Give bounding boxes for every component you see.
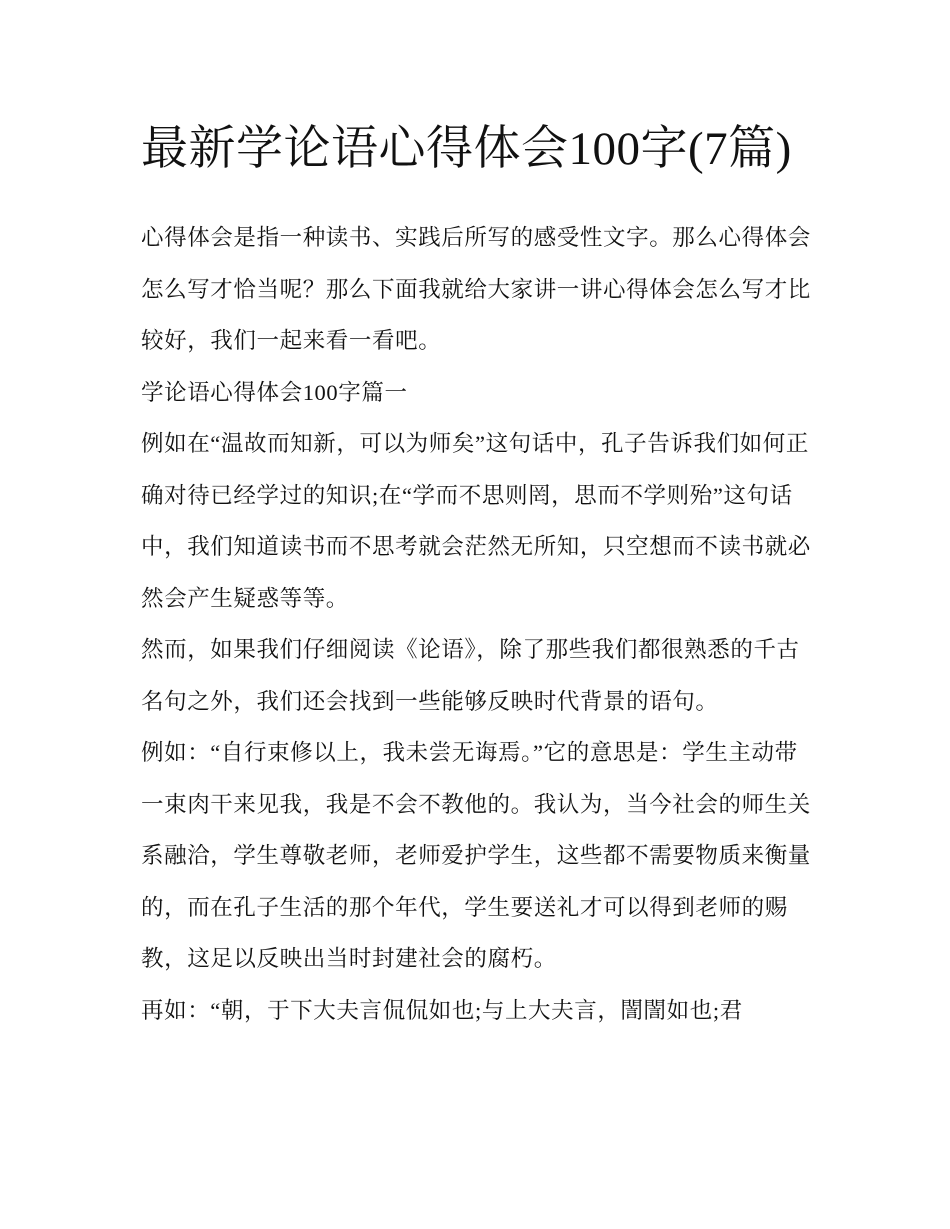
body-paragraph: 然而，如果我们仔细阅读《论语》，除了那些我们都很熟悉的千古名句之外，我们还会找到一些能够反映时代背景的语句。 [141,637,800,714]
intro-paragraph: 心得体会是指一种读书、实践后所写的感受性文字。那么心得体会怎么写才恰当呢？那么下面我就给大家讲一讲心得体会怎么写才比较好，我们一起来看一看吧。 [141,225,811,353]
body-paragraph: 例如：“自行束修以上，我未尝无诲焉。”它的意思是：学生主动带一束肉干来见我，我是不会不教他的。我认为，当今社会的师生关系融洽，学生尊敬老师，老师爱护学生，这些都不需要物质来衡量的，而在孔子生活的那个年代，学生要送礼才可以得到老师的赐教，这足以反映出当时封建社会的腐朽。 [141,740,811,971]
body-paragraph: 例如在“温故而知新，可以为师矣”这句话中，孔子告诉我们如何正确对待已经学过的知识;在“学而不思则罔，思而不学则殆”这句话中，我们知道读书而不思考就会茫然无所知，只空想而不读书就必然会产生疑惑等等。 [141,431,811,611]
section-heading: 学论语心得体会100字篇一 [141,379,408,405]
body-paragraph: 再如：“朝，于下大夫言侃侃如也;与上大夫言，誾誾如也;君 [141,997,743,1023]
document-title: 最新学论语心得体会100字(7篇) [141,123,792,175]
document-body [141,112,813,1036]
